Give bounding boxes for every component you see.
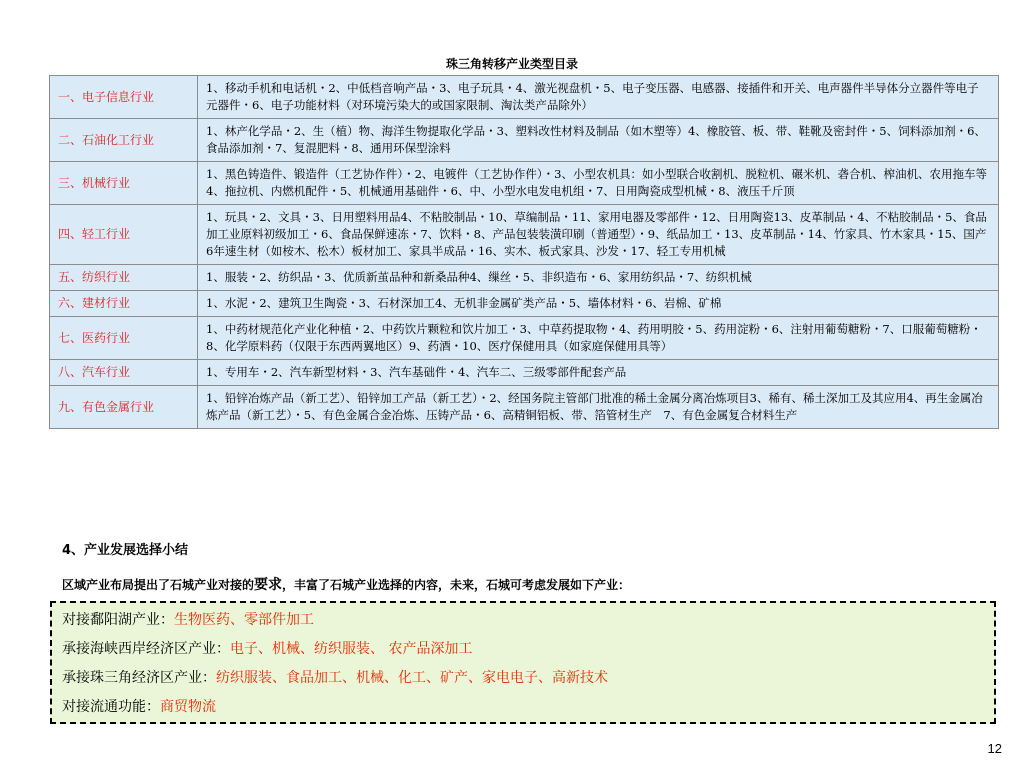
summary-line xyxy=(62,606,984,635)
items-cell: 1、专用车・2、汽车新型材料・3、汽车基础件・4、汽车二、三级零部件配套产品 xyxy=(198,360,999,386)
table-row xyxy=(50,162,999,205)
category-cell: 三、机械行业 xyxy=(50,162,198,205)
industry-transfer-table xyxy=(49,75,999,429)
items-cell: 1、黑色铸造件、锻造件（工艺协作件）・2、电镀件（工艺协作件）・3、小型农机具：如小型联合收割机、脱粒机、碾米机、砻合机、榨油机、农用拖车等4、拖拉机、内燃机配件・5、机械通用基础件・6、中、小型水电发电机组・7、日用陶瓷成型机械・8、液压千斤顶 xyxy=(198,162,999,205)
summary-value: 生物医药、零部件加工 xyxy=(174,612,314,628)
items-cell: 1、中药材规范化产业化种植・2、中药饮片颗粒和饮片加工・3、中草药提取物・4、药用明胶・5、药用淀粉・6、注射用葡萄糖粉・7、口服葡萄糖粉・8、化学原料药（仅限于东西两翼地区）9、药酒・10、医疗保健用具（如家庭保健用具等） xyxy=(198,317,999,360)
summary-value: 纺织服装、食品加工、机械、化工、矿产、家电电子、高新技术 xyxy=(216,670,608,686)
intro-emphasis: 要求 xyxy=(254,577,283,593)
summary-label: 承接海峡西岸经济区产业： xyxy=(62,641,230,657)
category-cell: 八、汽车行业 xyxy=(50,360,198,386)
items-cell: 1、玩具・2、文具・3、日用塑料用品4、不粘胶制品・10、草编制品・11、家用电器及零部件・12、日用陶瓷13、皮革制品・4、不粘胶制品・5、食品加工业原料初级加工・6、食品保鲜速冻・7、饮料・8、产品包装装潢印刷（普通型）・9、纸品加工・13、皮革制品・14、竹家具、竹木家具・15、国产6年速生材（如桉木、松木）板材加工、家具半成品・16、实木、板式家具、沙发・17、轻工专用机械 xyxy=(198,205,999,265)
category-cell: 五、纺织行业 xyxy=(50,265,198,291)
items-cell: 1、铅锌冶炼产品（新工艺）、铅锌加工产品（新工艺）・2、经国务院主管部门批准的稀土金属分离冶炼项目3、稀有、稀土深加工及其应用4、再生金属冶炼产品（新工艺）・5、有色金属合金冶炼、压铸产品・6、高精铜铝板、带、箔管材生产 7、有色金属复合材料生产 xyxy=(198,386,999,429)
table-title: 珠三角转移产业类型目录 xyxy=(445,57,578,71)
summary-line xyxy=(62,664,984,693)
intro-text-after: ，丰富了石城产业选择的内容，未来，石城可考虑发展如下产业： xyxy=(282,578,631,592)
items-cell: 1、移动手机和电话机・2、中低档音响产品・3、电子玩具・4、激光视盘机・5、电子变压器、电感器、接插件和开关、电声器件半导体分立器件等电子元器件・6、电子功能材料（对环境污染大的或国家限制、淘汰类产品除外） xyxy=(198,76,999,119)
table-row xyxy=(50,386,999,429)
category-cell: 七、医药行业 xyxy=(50,317,198,360)
table-row xyxy=(50,76,999,119)
items-cell: 1、水泥・2、建筑卫生陶瓷・3、石材深加工4、无机非金属矿类产品・5、墙体材料・6、岩棉、矿棉 xyxy=(198,291,999,317)
table-row xyxy=(50,205,999,265)
summary-line xyxy=(62,693,984,722)
table-row xyxy=(50,360,999,386)
table-row xyxy=(50,317,999,360)
items-cell: 1、服装・2、纺织品・3、优质新茧品种和新桑品种4、缫丝・5、非织造布・6、家用纺织品・7、纺织机械 xyxy=(198,265,999,291)
summary-label: 对接流通功能： xyxy=(62,699,160,715)
summary-value: 商贸物流 xyxy=(160,699,216,715)
section-heading: 4、产业发展选择小结 xyxy=(62,543,189,558)
category-cell: 四、轻工行业 xyxy=(50,205,198,265)
category-cell: 九、有色金属行业 xyxy=(50,386,198,429)
summary-value: 电子、机械、纺织服装、 农产品深加工 xyxy=(230,641,473,657)
category-cell: 六、建材行业 xyxy=(50,291,198,317)
category-cell: 一、电子信息行业 xyxy=(50,76,198,119)
summary-label: 对接鄱阳湖产业： xyxy=(62,612,174,628)
page-number: 12 xyxy=(987,741,1002,756)
intro-paragraph xyxy=(62,574,1002,594)
table-row xyxy=(50,119,999,162)
category-cell: 二、石油化工行业 xyxy=(50,119,198,162)
table-row xyxy=(50,291,999,317)
summary-box xyxy=(50,601,996,724)
summary-label: 承接珠三角经济区产业： xyxy=(62,670,216,686)
intro-text-before: 区域产业布局提出了石城产业对接的 xyxy=(62,578,255,592)
table-row xyxy=(50,265,999,291)
summary-line xyxy=(62,635,984,664)
items-cell: 1、林产化学品・2、生（植）物、海洋生物提取化学品・3、塑料改性材料及制品（如木塑等）4、橡胶管、板、带、鞋靴及密封件・5、饲料添加剂・6、食品添加剂・7、复混肥料・8、通用环保型涂料 xyxy=(198,119,999,162)
